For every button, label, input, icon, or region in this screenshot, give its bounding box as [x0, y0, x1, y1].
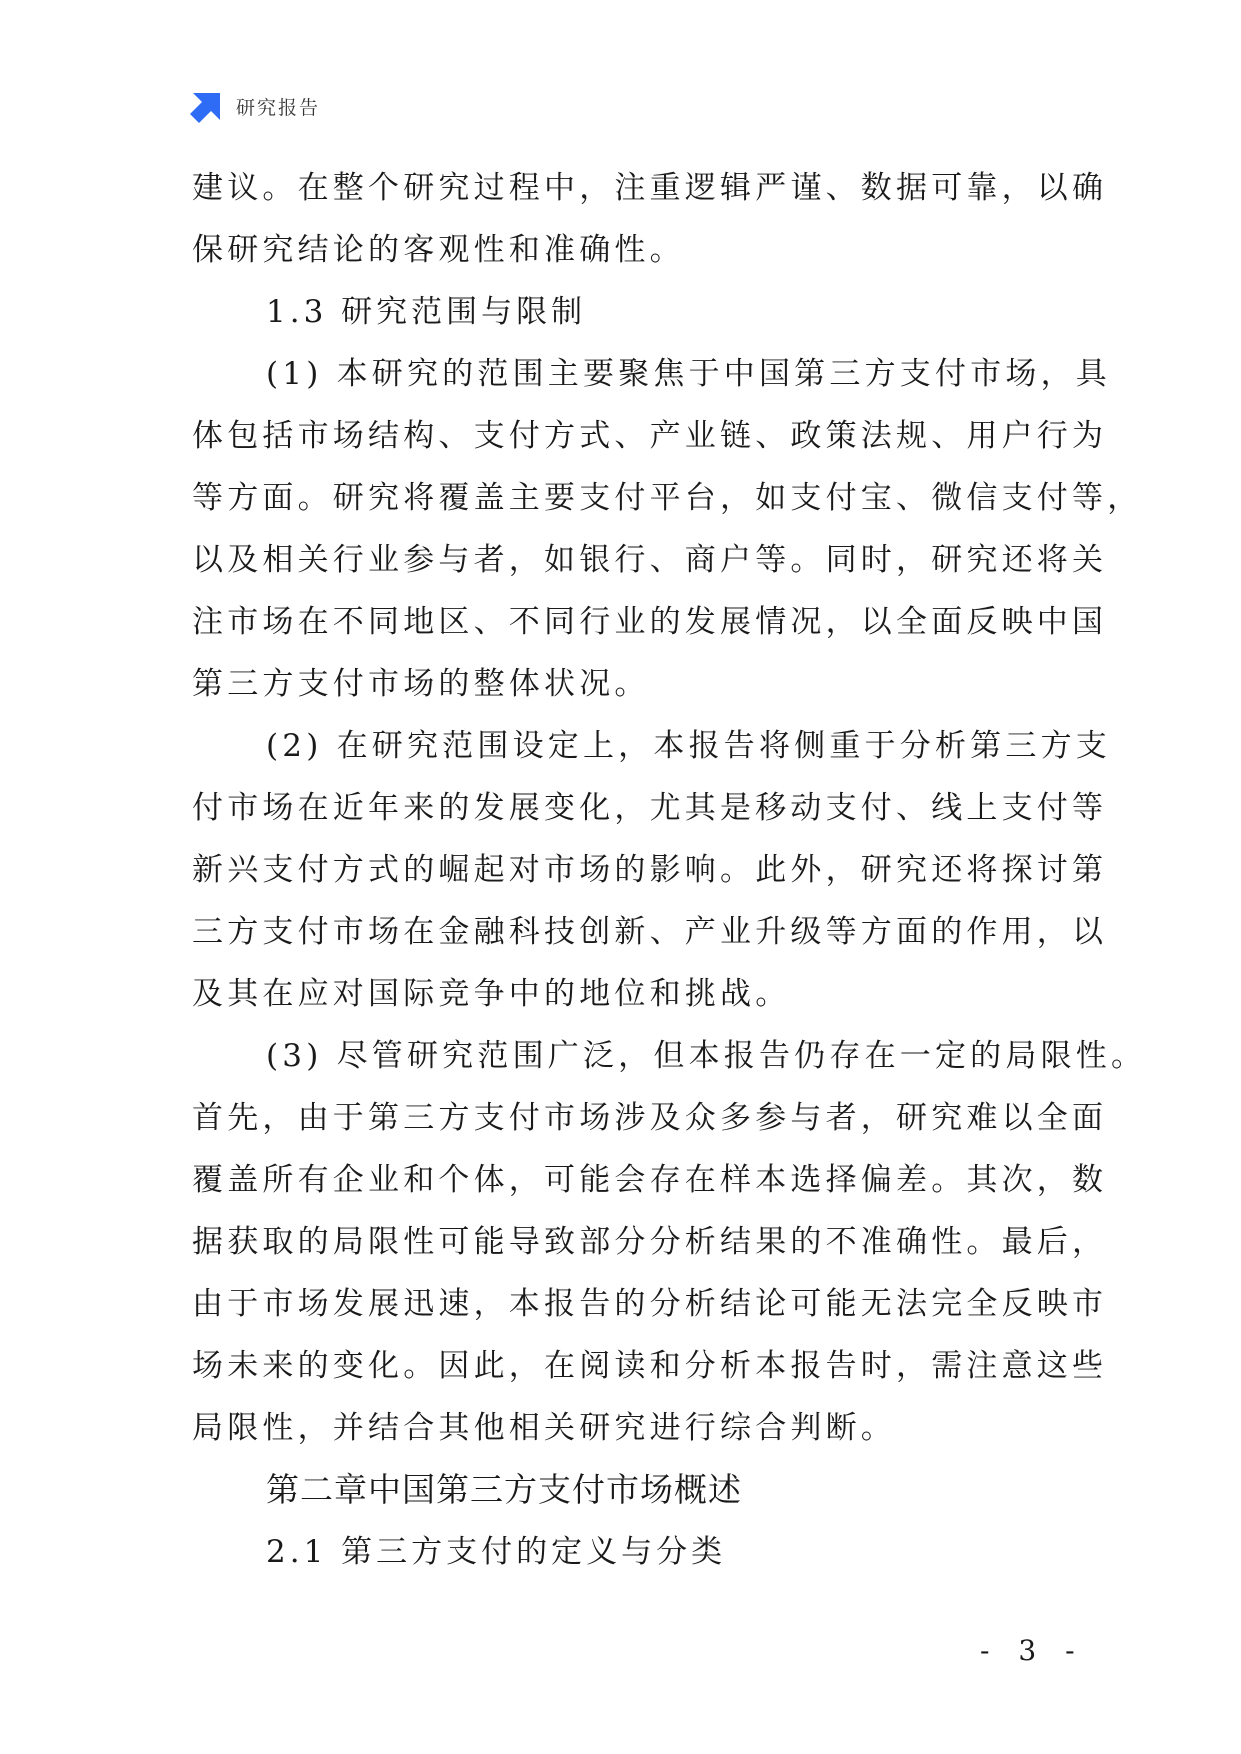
- para3-line: 场未来的变化。因此，在阅读和分析本报告时，需注意这些: [192, 1348, 1108, 1384]
- para2-line: 付市场在近年来的发展变化，尤其是移动支付、线上支付等: [192, 790, 1108, 826]
- para3-line: 局限性，并结合其他相关研究进行综合判断。: [192, 1410, 896, 1446]
- document-body: [192, 157, 1147, 1583]
- para1-line: 注市场在不同地区、不同行业的发展情况，以全面反映中国: [192, 604, 1108, 640]
- para1-line: 等方面。研究将覆盖主要支付平台，如支付宝、微信支付等，: [192, 480, 1143, 516]
- chapter-heading-2: 第二章中国第三方支付市场概述: [266, 1470, 742, 1509]
- para1-line: (1) 本研究的范围主要聚焦于中国第三方支付市场，具: [266, 356, 1111, 392]
- para2-line: 三方支付市场在金融科技创新、产业升级等方面的作用，以: [192, 914, 1108, 950]
- body-line: 建议。在整个研究过程中，注重逻辑严谨、数据可靠，以确: [192, 170, 1108, 206]
- para1-line: 第三方支付市场的整体状况。: [192, 666, 650, 702]
- section-heading-1-3: 1.3 研究范围与限制: [266, 294, 587, 330]
- para3-line: 据获取的局限性可能导致部分分析结果的不准确性。最后，: [192, 1224, 1108, 1260]
- page-header: [190, 88, 320, 124]
- para2-line: 新兴支付方式的崛起对市场的影响。此外，研究还将探讨第: [192, 852, 1108, 888]
- header-title: 研究报告: [236, 96, 321, 119]
- para3-line: (3) 尽管研究范围广泛，但本报告仍存在一定的局限性。: [266, 1038, 1147, 1074]
- page-number: - 3 -: [980, 1634, 1085, 1667]
- para2-line: 及其在应对国际竞争中的地位和挑战。: [192, 976, 791, 1012]
- para2-line: (2) 在研究范围设定上，本报告将侧重于分析第三方支: [266, 728, 1111, 764]
- para3-line: 首先，由于第三方支付市场涉及众多参与者，研究难以全面: [192, 1100, 1108, 1136]
- para3-line: 由于市场发展迅速，本报告的分析结论可能无法完全反映市: [192, 1286, 1108, 1322]
- para3-line: 覆盖所有企业和个体，可能会存在样本选择偏差。其次，数: [192, 1162, 1108, 1198]
- para1-line: 体包括市场结构、支付方式、产业链、政策法规、用户行为: [192, 418, 1108, 454]
- arrow-logo-icon: [190, 89, 224, 123]
- body-line: 保研究结论的客观性和准确性。: [192, 232, 685, 268]
- section-heading-2-1: 2.1 第三方支付的定义与分类: [266, 1534, 727, 1570]
- para1-line: 以及相关行业参与者，如银行、商户等。同时，研究还将关: [192, 542, 1108, 578]
